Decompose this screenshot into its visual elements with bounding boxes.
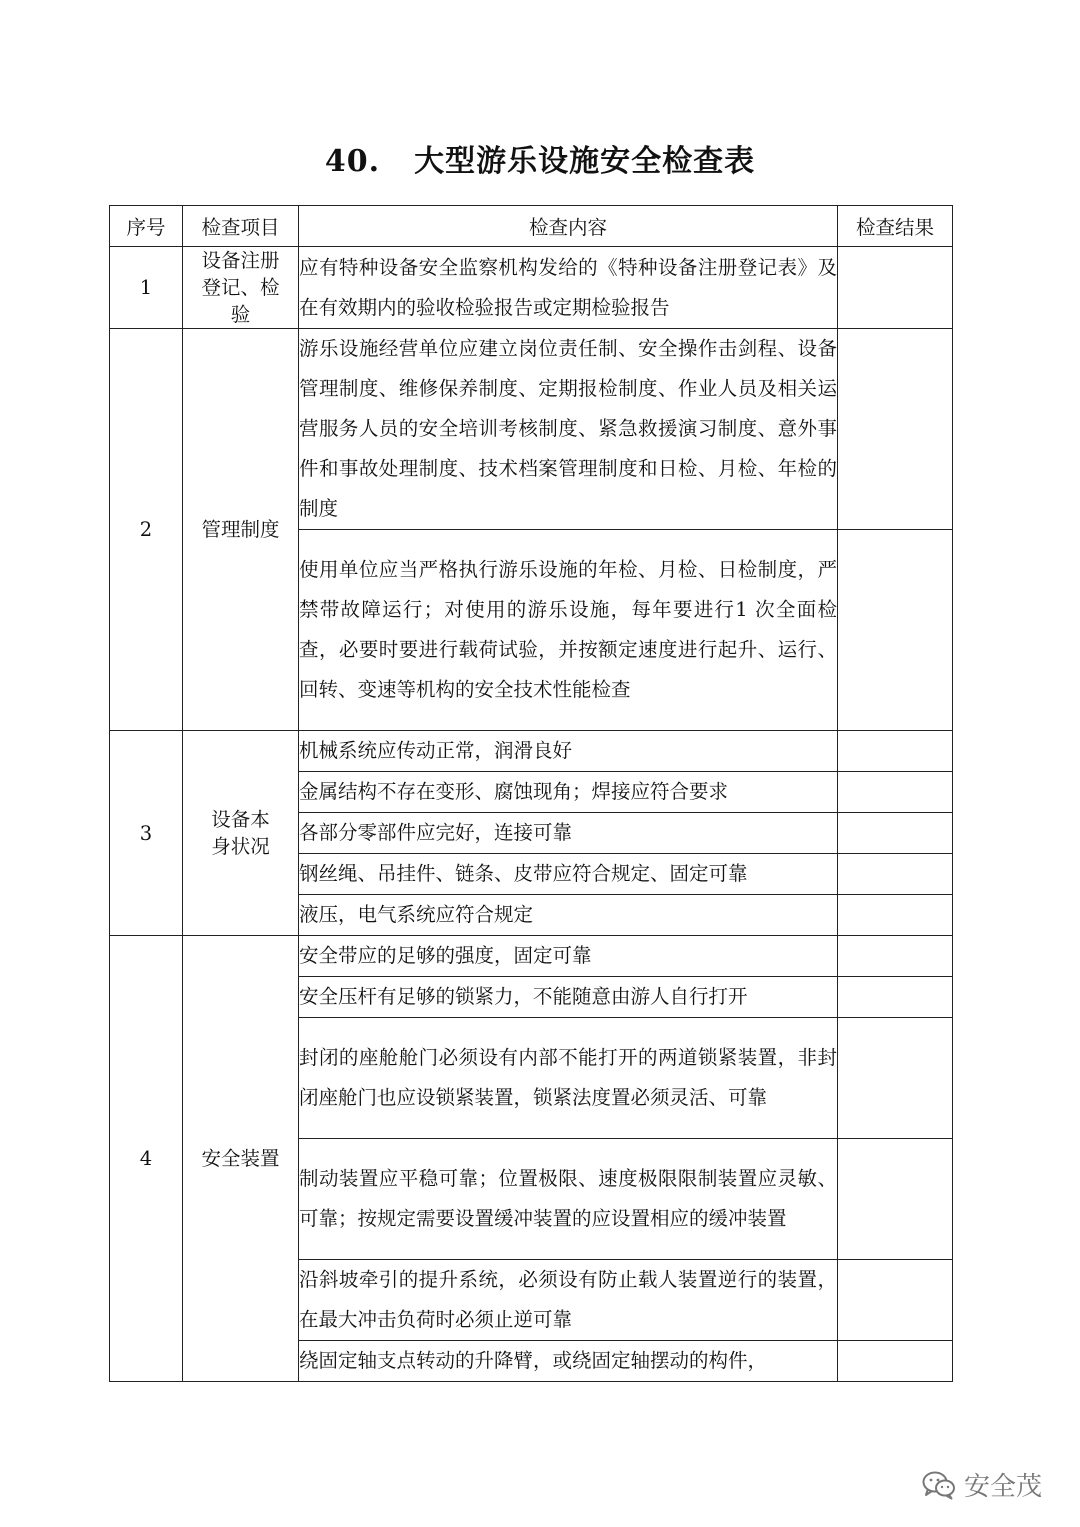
result-cell[interactable] — [838, 329, 953, 530]
inspection-table — [109, 205, 953, 1382]
content-cell: 各部分零部件应完好，连接可靠 — [299, 813, 838, 854]
seq-cell: 3 — [110, 731, 183, 936]
result-cell[interactable] — [838, 772, 953, 813]
result-cell[interactable] — [838, 1341, 953, 1382]
content-cell: 游乐设施经营单位应建立岗位责任制、安全操作击剑程、设备管理制度、维修保养制度、定期报检制度、作业人员及相关运营服务人员的安全培训考核制度、紧急救援演习制度、意外事件和事故处理制度、技术档案管理制度和日检、月检、年检的制度 — [299, 329, 838, 530]
item-cell: 安全装置 — [183, 936, 299, 1382]
table-row — [110, 247, 953, 329]
content-cell: 钢丝绳、吊挂件、链条、皮带应符合规定、固定可靠 — [299, 854, 838, 895]
watermark — [922, 1466, 1042, 1503]
header-item: 检查项目 — [183, 206, 299, 247]
header-content: 检查内容 — [299, 206, 838, 247]
content-cell: 绕固定轴支点转动的升降臂，或绕固定轴摆动的构件， — [299, 1341, 838, 1382]
result-cell[interactable] — [838, 1260, 953, 1341]
header-seq: 序号 — [110, 206, 183, 247]
seq-cell: 2 — [110, 329, 183, 731]
result-cell[interactable] — [838, 813, 953, 854]
content-cell: 使用单位应当严格执行游乐设施的年检、月检、日检制度，严禁带故障运行；对使用的游乐设施，每年要进行1 次全面检查，必要时要进行载荷试验，并按额定速度进行起升、运行、回转、变速等机构的安全技术性能检查 — [299, 530, 838, 731]
table-header-row — [110, 206, 953, 247]
result-cell[interactable] — [838, 731, 953, 772]
content-cell: 封闭的座舱舱门必须设有内部不能打开的两道锁紧装置，非封闭座舱门也应设锁紧装置，锁紧法度置必须灵活、可靠 — [299, 1018, 838, 1139]
result-cell[interactable] — [838, 895, 953, 936]
content-cell: 安全带应的足够的强度，固定可靠 — [299, 936, 838, 977]
title-number: 40. — [324, 144, 381, 179]
result-cell[interactable] — [838, 854, 953, 895]
item-cell: 设备注册登记、检验 — [183, 247, 299, 329]
result-cell[interactable] — [838, 977, 953, 1018]
result-cell[interactable] — [838, 530, 953, 731]
page-title — [0, 140, 1080, 184]
content-cell: 制动装置应平稳可靠；位置极限、速度极限限制装置应灵敏、可靠；按规定需要设置缓冲装置的应设置相应的缓冲装置 — [299, 1139, 838, 1260]
watermark-text: 安全茂 — [963, 1472, 1042, 1502]
header-result: 检查结果 — [838, 206, 953, 247]
result-cell[interactable] — [838, 247, 953, 329]
table-row — [110, 329, 953, 530]
table-row — [110, 936, 953, 977]
item-cell: 设备本身状况 — [183, 731, 299, 936]
content-cell: 机械系统应传动正常，润滑良好 — [299, 731, 838, 772]
content-cell: 应有特种设备安全监察机构发给的《特种设备注册登记表》及在有效期内的验收检验报告或定期检验报告 — [299, 247, 838, 329]
result-cell[interactable] — [838, 1139, 953, 1260]
content-cell: 沿斜坡牵引的提升系统，必须设有防止载人装置逆行的装置，在最大冲击负荷时必须止逆可靠 — [299, 1260, 838, 1341]
content-cell: 金属结构不存在变形、腐蚀现角；焊接应符合要求 — [299, 772, 838, 813]
result-cell[interactable] — [838, 1018, 953, 1139]
result-cell[interactable] — [838, 936, 953, 977]
table-row — [110, 731, 953, 772]
seq-cell: 4 — [110, 936, 183, 1382]
title-text: 大型游乐设施安全检查表 — [414, 144, 756, 179]
item-cell: 管理制度 — [183, 329, 299, 731]
content-cell: 安全压杆有足够的锁紧力，不能随意由游人自行打开 — [299, 977, 838, 1018]
seq-cell: 1 — [110, 247, 183, 329]
wechat-icon — [922, 1470, 956, 1500]
content-cell: 液压，电气系统应符合规定 — [299, 895, 838, 936]
